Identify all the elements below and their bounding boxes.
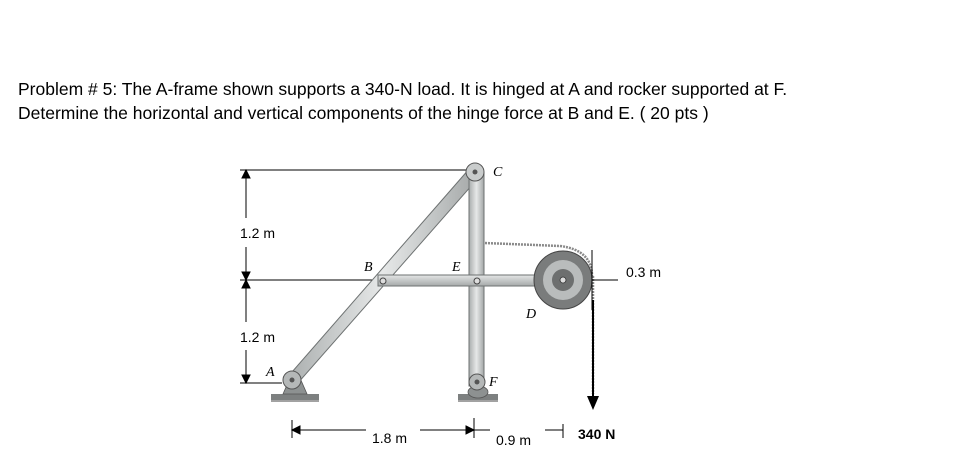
load-arrow [587,300,599,410]
problem-line-1: Problem # 5: The A-frame shown supports a 340-N load. It is hinged at A and rocker supported at F. [18,79,788,99]
pulley-d [534,251,592,309]
height-label-lower: 1.2 m [240,329,276,345]
pin-b [380,278,386,284]
problem-line-2: Determine the horizontal and vertical components of the hinge force at B and E. ( 20 pts ) [18,103,709,123]
point-label-e: E [452,260,461,275]
point-label-a: A [266,365,275,380]
point-label-b: B [364,260,373,275]
radius-dimension [592,250,618,310]
pin-e [474,278,480,284]
point-label-f: F [489,375,498,390]
width-label-fd: 0.9 m [496,432,532,448]
point-label-d: D [526,307,537,322]
load-label: 340 N [578,426,616,442]
point-label-c: C [493,165,503,180]
height-label-upper: 1.2 m [240,225,276,241]
radius-label: 0.3 m [626,264,662,280]
width-label-af: 1.8 m [372,430,408,446]
